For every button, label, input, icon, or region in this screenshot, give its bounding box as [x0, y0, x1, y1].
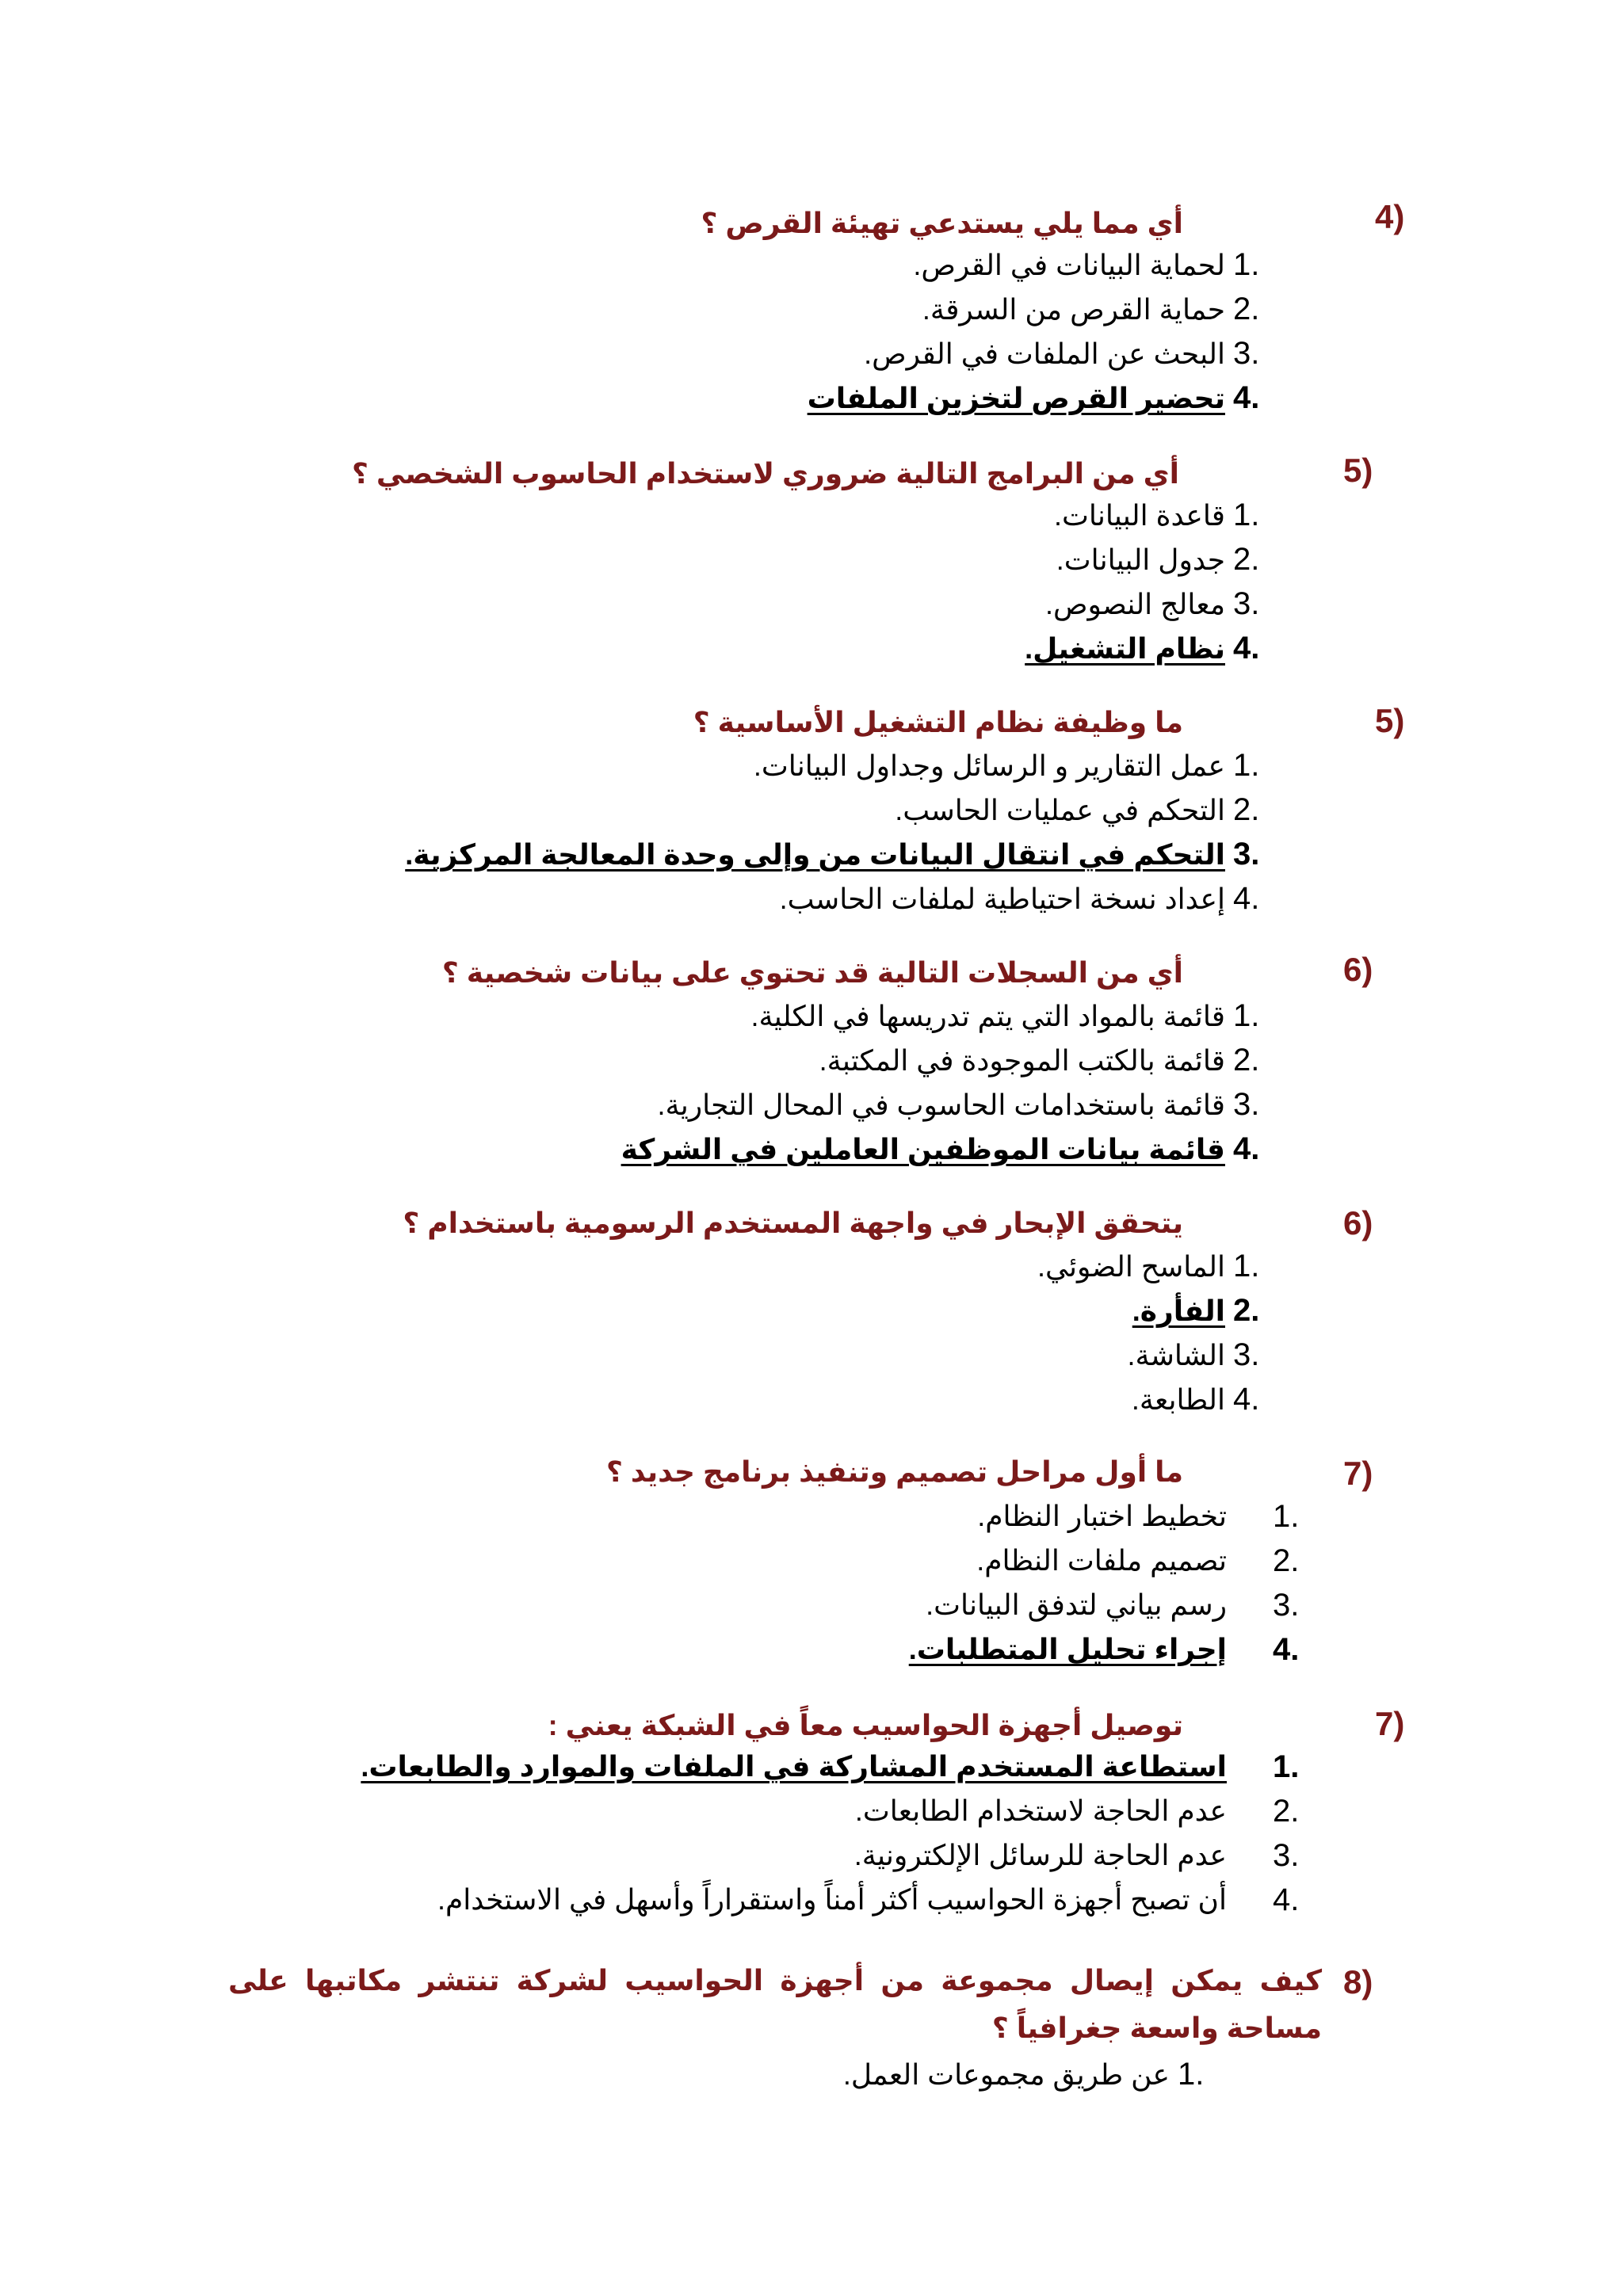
option: [895, 788, 1282, 833]
question-text: أي من البرامج التالية ضروري لاستخدام الحاسوب الشخصي ؟: [352, 457, 1179, 490]
option: [750, 994, 1282, 1039]
option-number: 4.: [1273, 1882, 1300, 1917]
option-correct: [908, 1627, 1300, 1672]
question-text: ما أول مراحل تصميم وتنفيذ برنامج جديد ؟: [605, 1455, 1183, 1488]
option-number: 2.: [1233, 292, 1260, 326]
option-correct: [1025, 626, 1282, 671]
option-number: 3.: [1233, 837, 1260, 871]
question-text: توصيل أجهزة الحواسيب معاً في الشبكة يعني :: [548, 1709, 1183, 1741]
option-number: 1.: [1233, 748, 1260, 783]
option-number: 3.: [1233, 1087, 1260, 1122]
option-text: قائمة بيانات الموظفين العاملين في الشركة: [621, 1133, 1225, 1165]
option-text: أن تصبح أجهزة الحواسيب أكثر أمناً واستقراراً وأسهل في الاستخدام.: [437, 1883, 1227, 1916]
option: [843, 2052, 1227, 2097]
option-text: الماسح الضوئي.: [1037, 1250, 1225, 1283]
option-number: 2.: [1233, 792, 1260, 827]
option-text: حماية القرص من السرقة.: [922, 293, 1225, 326]
option-text: التحكم في انتقال البيانات من وإلى وحدة المعالجة المركزية.: [405, 838, 1225, 871]
option-correct: [808, 376, 1282, 421]
option: [1127, 1333, 1282, 1378]
option: [1056, 537, 1282, 582]
option-correct: [361, 1745, 1300, 1789]
option: [657, 1082, 1282, 1127]
question-number: 5): [1375, 702, 1405, 739]
option-text: رسم بياني لتدفق البيانات.: [926, 1589, 1227, 1621]
option-number: 1.: [1273, 1499, 1300, 1534]
option: [1132, 1377, 1282, 1422]
option-number: 4.: [1233, 631, 1260, 666]
option-number: 2.: [1273, 1794, 1300, 1829]
question-number: 5): [1343, 452, 1373, 489]
option-text: تحضير القرص لتخزين الملفات: [807, 382, 1225, 414]
question-number: 6): [1343, 951, 1373, 988]
option-text: جدول البيانات.: [1056, 543, 1225, 576]
option: [913, 242, 1282, 288]
question-number: 7): [1375, 1705, 1405, 1742]
option-correct: [1132, 1288, 1282, 1333]
option-number: 3.: [1273, 1838, 1300, 1873]
option-text: تصميم ملفات النظام.: [976, 1544, 1227, 1577]
option-number: 1.: [1233, 998, 1260, 1033]
option-number: 4.: [1233, 1131, 1260, 1166]
option-text: إجراء تحليل المتطلبات.: [908, 1633, 1227, 1665]
option-number: 1.: [1233, 247, 1260, 282]
option-text: الشاشة.: [1127, 1339, 1225, 1371]
option-text: لحماية البيانات في القرص.: [913, 249, 1225, 281]
option-number: 4.: [1273, 1632, 1300, 1667]
option-text: قائمة باستخدامات الحاسوب في المحال التجارية.: [657, 1089, 1225, 1121]
option-number: 1.: [1178, 2057, 1205, 2092]
option-number: 2.: [1273, 1543, 1300, 1578]
option: [977, 1494, 1300, 1539]
option-number: 4.: [1233, 380, 1260, 415]
option-text: قائمة بالمواد التي يتم تدريسها في الكلية.: [750, 1000, 1225, 1032]
option-number: 3.: [1273, 1588, 1300, 1623]
option-number: 4.: [1233, 1382, 1260, 1417]
option: [819, 1038, 1282, 1083]
option: [1054, 493, 1282, 538]
question-text: يتحقق الإبحار في واجهة المستخدم الرسومية باستخدام ؟: [403, 1207, 1183, 1239]
option: [854, 1789, 1300, 1833]
option: [976, 1539, 1300, 1583]
option-number: 3.: [1233, 336, 1260, 371]
option: [926, 1583, 1300, 1627]
option-number: 2.: [1233, 1293, 1260, 1328]
option-number: 1.: [1233, 1249, 1260, 1283]
option-text: إعداد نسخة احتياطية لملفات الحاسب.: [779, 883, 1225, 915]
question-text: أي من السجلات التالية قد تحتوي على بيانات شخصية ؟: [441, 956, 1183, 989]
option-text: عدم الحاجة للرسائل الإلكترونية.: [854, 1839, 1227, 1871]
option-number: 3.: [1233, 1337, 1260, 1372]
option-correct: [405, 832, 1282, 877]
option: [754, 743, 1282, 788]
option: [780, 876, 1282, 921]
option-number: 4.: [1233, 881, 1260, 916]
question-text: كيف يمكن إيصال مجموعة من أجهزة الحواسيب لشركة تنتشر مكاتبها على مساحة واسعة جغرافياً ؟: [228, 1964, 1322, 2044]
option-text: استطاعة المستخدم المشاركة في الملفات والموارد والطابعات.: [361, 1750, 1227, 1783]
option-text: الطابعة.: [1131, 1383, 1225, 1416]
option-text: عن طريق مجموعات العمل.: [842, 2058, 1170, 2091]
option-text: معالج النصوص.: [1044, 588, 1225, 620]
option: [864, 331, 1282, 376]
option-number: 2.: [1233, 1043, 1260, 1077]
option-text: البحث عن الملفات في القرص.: [864, 338, 1225, 370]
option: [922, 287, 1282, 332]
question-number: 8): [1343, 1963, 1373, 2000]
option-number: 1.: [1273, 1749, 1300, 1784]
option-text: نظام التشغيل.: [1025, 632, 1225, 665]
option: [854, 1833, 1300, 1878]
question-number: 6): [1343, 1204, 1373, 1241]
option: [1037, 1244, 1282, 1289]
option-number: 2.: [1233, 542, 1260, 577]
option-correct: [621, 1127, 1282, 1172]
question-number: 4): [1375, 198, 1405, 235]
option-text: الفأرة.: [1132, 1295, 1225, 1327]
option-number: 3.: [1233, 586, 1260, 621]
option-text: قائمة بالكتب الموجودة في المكتبة.: [819, 1044, 1225, 1077]
option-text: قاعدة البيانات.: [1054, 499, 1225, 532]
option: [1045, 582, 1282, 627]
question-number: 7): [1343, 1455, 1373, 1492]
question-text: ما وظيفة نظام التشغيل الأساسية ؟: [693, 706, 1183, 738]
option-number: 1.: [1233, 498, 1260, 532]
option-text: عمل التقارير و الرسائل وجداول البيانات.: [753, 749, 1225, 782]
option-text: التحكم في عمليات الحاسب.: [895, 794, 1225, 826]
question-text: أي مما يلي يستدعي تهيئة القرص ؟: [701, 207, 1183, 239]
option-text: تخطيط اختبار النظام.: [977, 1500, 1227, 1532]
option-text: عدم الحاجة لاستخدام الطابعات.: [854, 1794, 1227, 1827]
option: [437, 1878, 1300, 1922]
